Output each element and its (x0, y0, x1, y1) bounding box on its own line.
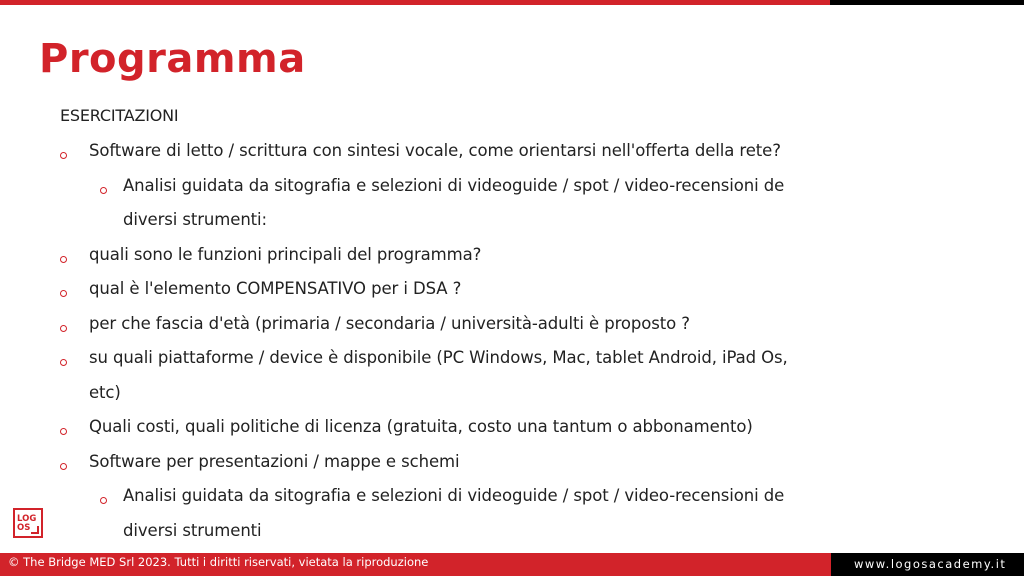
list-item-text: diversi strumenti (123, 520, 262, 540)
list-item-text: Analisi guidata da sitografia e selezioni di videoguide / spot / video-recensioni de (123, 175, 785, 195)
list-item-text: diversi strumenti: (123, 210, 267, 229)
footer-website-link[interactable]: www.logosacademy.it (831, 553, 1024, 576)
list-item-text: per che fascia d'età (primaria / secondaria / università-adulti è proposto ? (89, 313, 690, 333)
list-item-text: Analisi guidata da sitografia e selezioni di videoguide / spot / video-recensioni de (123, 486, 785, 505)
logos-logo (13, 508, 43, 538)
list-item-text: quali sono le funzioni principali del programma? (89, 244, 482, 264)
logo-line-1: LOG (17, 514, 37, 524)
bullet-icon (100, 187, 107, 194)
bullet-icon (60, 256, 67, 263)
bullet-icon (60, 290, 67, 297)
logo-line-2: OS (17, 523, 31, 533)
bullet-icon (60, 325, 67, 332)
top-accent-bar (0, 0, 1024, 5)
footer (0, 553, 1024, 576)
logo-corner (31, 526, 39, 534)
list-item-text: Software di letto / scrittura con sintesi vocale, come orientarsi nell'offerta della rete? (89, 141, 781, 160)
section-label: ESERCITAZIONI (60, 106, 179, 125)
footer-copyright: © The Bridge MED Srl 2023. Tutti i diritti riservati, vietata la riproduzione (0, 553, 831, 576)
list-item-text: etc) (89, 382, 121, 402)
bullet-icon (60, 152, 67, 159)
top-bar-red (0, 0, 830, 5)
list-item-text: Software per presentazioni / mappe e schemi (89, 451, 460, 471)
bullet-icon (60, 359, 67, 366)
bullet-icon (60, 428, 67, 435)
top-bar-black (830, 0, 1024, 5)
list-item-text: qual è l'elemento COMPENSATIVO per i DSA ? (89, 279, 462, 298)
list-item-text: su quali piattaforme / device è disponibile (PC Windows, Mac, tablet Android, iPad Os, (89, 348, 788, 367)
bullet-icon (100, 497, 107, 504)
bullet-icon (60, 463, 67, 470)
list-item-text: Quali costi, quali politiche di licenza (gratuita, costo una tantum o abbonamento) (89, 417, 753, 436)
slide-title: Programma (39, 36, 306, 82)
